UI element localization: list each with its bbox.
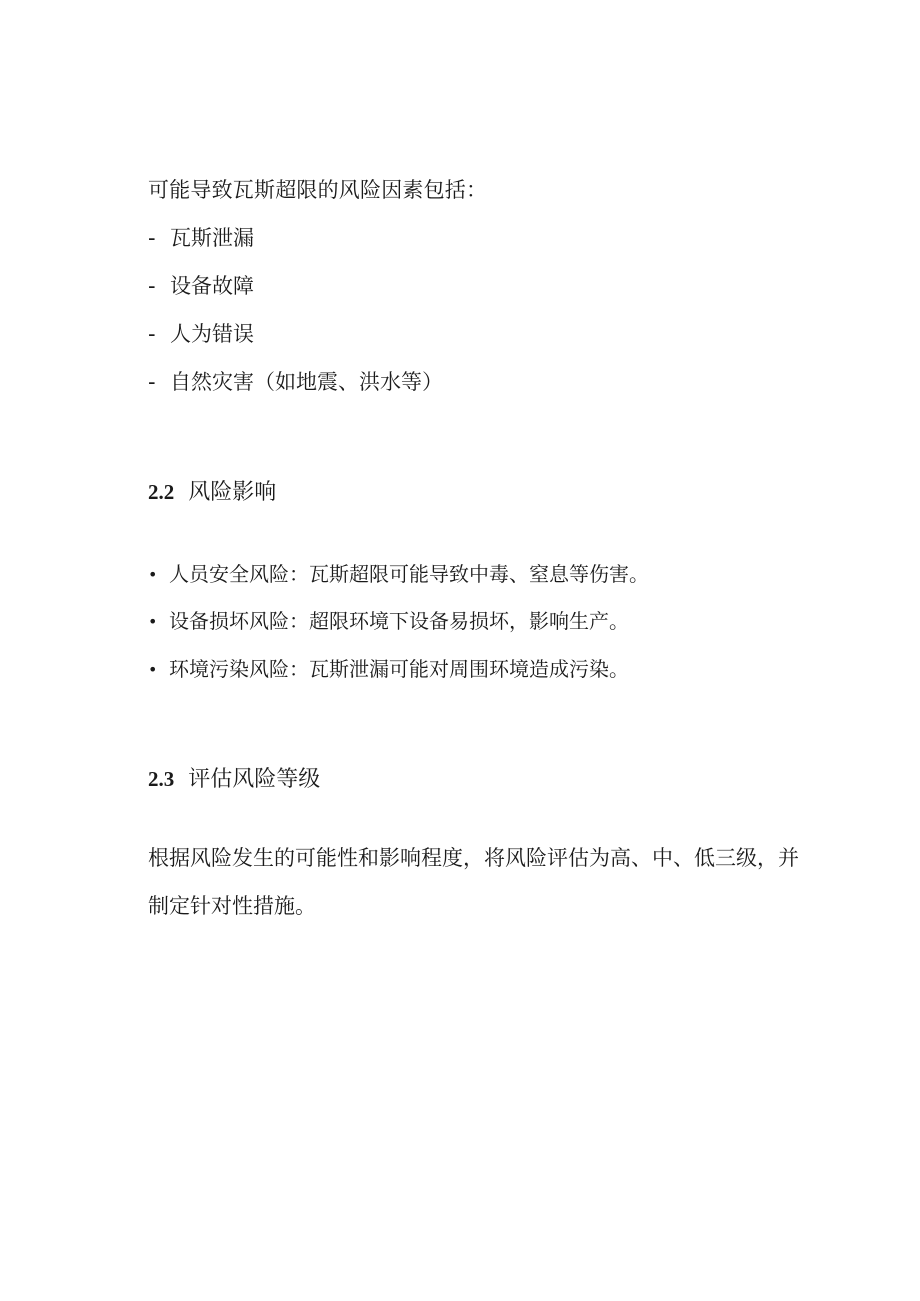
bullet-marker: •	[148, 565, 158, 584]
list-item-text: 环境污染风险：瓦斯泄漏可能对周围环境造成污染。	[169, 657, 629, 681]
list-item	[148, 655, 629, 684]
list-item-text: 设备故障	[170, 274, 254, 298]
section-number: 2.2	[148, 480, 175, 504]
bullet-marker: •	[148, 612, 158, 631]
bullet-marker: •	[148, 660, 158, 679]
dash-marker: -	[148, 226, 156, 250]
list-item	[148, 224, 254, 252]
list-item-text: 自然灾害（如地震、洪水等）	[170, 370, 443, 394]
section-title: 风险影响	[188, 480, 277, 505]
section-title: 评估风险等级	[188, 767, 321, 792]
dash-marker: -	[148, 370, 156, 394]
section-heading-2-2	[148, 477, 276, 508]
list-item	[148, 320, 254, 348]
risk-factors-intro: 可能导致瓦斯超限的风险因素包括：	[148, 178, 488, 202]
dash-marker: -	[148, 274, 156, 298]
paragraph-line: 制定针对性措施。	[148, 894, 316, 918]
section-number: 2.3	[148, 767, 175, 791]
list-item-text: 设备损坏风险：超限环境下设备易损坏，影响生产。	[169, 609, 629, 633]
dash-marker: -	[148, 322, 156, 346]
list-item	[148, 607, 629, 636]
list-item	[148, 368, 443, 396]
list-item	[148, 272, 254, 300]
section-heading-2-3	[148, 764, 320, 795]
paragraph-line: 根据风险发生的可能性和影响程度，将风险评估为高、中、低三级，并	[148, 846, 799, 870]
list-item-text: 瓦斯泄漏	[170, 226, 254, 250]
list-item	[148, 560, 649, 589]
list-item-text: 人员安全风险：瓦斯超限可能导致中毒、窒息等伤害。	[169, 562, 649, 586]
assessment-paragraph	[148, 834, 820, 930]
list-item-text: 人为错误	[170, 322, 254, 346]
